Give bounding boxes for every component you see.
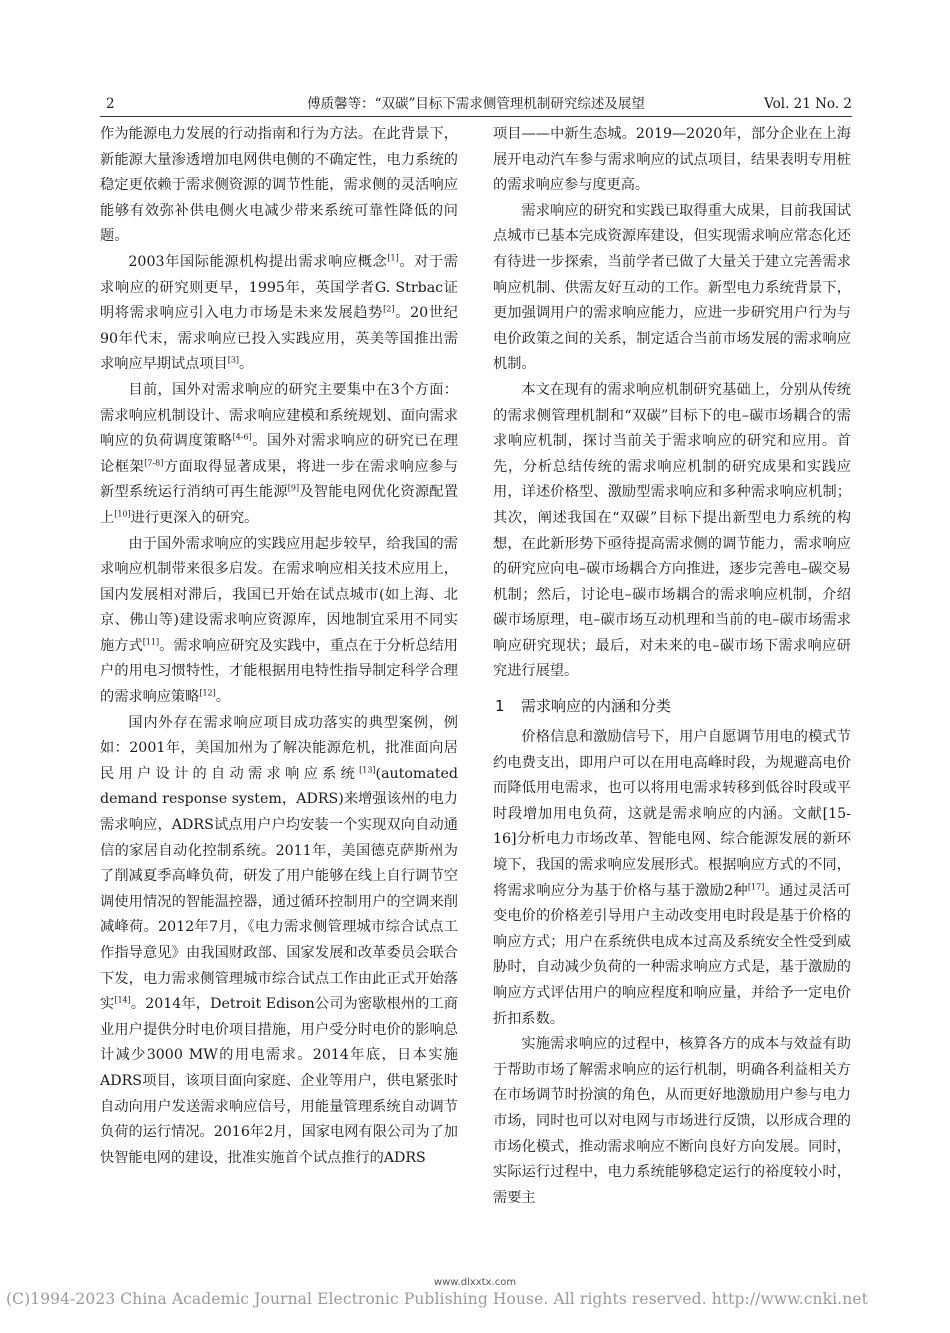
citation[interactable]: [3] — [227, 355, 240, 365]
citation[interactable]: [9] — [287, 483, 300, 493]
right-column — [493, 122, 851, 1211]
copyright-watermark: (C)1994-2023 China Academic Journal Electronic Publishing House. All rights reserved. http://www.cnki.net — [6, 1290, 868, 1308]
section-number: 1 — [495, 697, 505, 716]
citation[interactable]: [1] — [387, 253, 399, 263]
page-number: 2 — [106, 96, 115, 112]
paragraph: 目前，国外对需求响应的研究主要集中在3个方面：需求响应机制设计、需求响应建模和系统规划、面向需求响应的负荷调度策略[4-6]。国外对需求响应的研究已在理论框架[7-8]方面取得显著成果，将进一步在需求响应参与新型系统运行消纳可再生能源[9]及智能电网优化资源配置上[10]进行更深入的研究。 — [100, 381, 458, 526]
citation[interactable]: [13] — [359, 765, 376, 775]
section-heading — [493, 695, 851, 717]
citation[interactable]: [7-8] — [144, 457, 164, 467]
citation[interactable]: [12] — [199, 688, 216, 698]
citation[interactable]: [14] — [114, 995, 131, 1005]
site-watermark: www.dlxxtx.com — [433, 1277, 517, 1288]
paragraph: 由于国外需求响应的实践应用起步较早，给我国的需求响应机制带来很多启发。在需求响应相关技术应用上，国内发展相对滞后，我国已开始在试点城市(如上海、北京、佛山等)建设需求响应资源库，因地制宜采用不同实施方式[11]。需求响应研究及实践中，重点在于分析总结用户的用电习惯特性，才能根据用电特性指导制定科学合理的需求响应策略[12]。 — [100, 535, 458, 706]
citation[interactable]: [17] — [747, 881, 765, 891]
paragraph: 国内外存在需求响应项目成功落实的典型案例，例如：2001年，美国加州为了解决能源危机，批准面向居民用户设计的自动需求响应系统[13](automated demand response system，ADRS)来增强该州的电力需求响应，ADRS试点用户户均安装一个实现双向自动通信的家居自动化控制系统。2011年，美国德克萨斯州为了削减夏季高峰负荷，研发了用户能够在线上自行调节空调使用情况的智能温控器，通过循环控制用户的空调来削减峰荷。2012年7月，《电力需求侧管理城市综合试点工作指导意见》由我国财政部、国家发展和改革委员会联合下发，电力需求侧管理城市综合试点工作由此正式开始落实[14]。2014年，Detroit Edison公司为密歇根州的工商业用户提供分时电价项目措施，用户受分时电价的影响总计减少3000 MW的用电需求。2014年底，日本实施ADRS项目，该项目面向家庭、企业等用户，供电紧张时自动向用户发送需求响应信号，用能量管理系统自动调节负荷的运行情况。2016年2月，国家电网有限公司为了加快智能电网的建设，批准实施首个试点推行的ADRS — [100, 714, 458, 1166]
citation[interactable]: [11] — [142, 637, 160, 647]
paragraph: 作为能源电力发展的行动指南和行为方法。在此背景下，新能源大量渗透增加电网供电侧的不确定性，电力系统的稳定更依赖于需求侧资源的调节性能，需求侧的灵活响应能够有效弥补供电侧火电减少带来系统可靠性降低的问题。 — [100, 126, 458, 245]
running-header — [100, 94, 852, 117]
volume-issue: Vol. 21 No. 2 — [764, 96, 852, 112]
section-title: 需求响应的内涵和分类 — [521, 697, 672, 716]
citation[interactable]: [4-6] — [232, 432, 252, 442]
citation[interactable]: [2] — [383, 304, 395, 314]
left-column — [100, 122, 458, 1171]
paragraph: 本文在现有的需求响应机制研究基础上，分别从传统的需求侧管理机制和“双碳”目标下的电–碳市场耦合的需求响应机制，探讨当前关于需求响应的研究和应用。首先，分析总结传统的需求响应机制的研究成果和实践应用，详述价格型、激励型需求响应和多种需求响应机制；其次，阐述我国在“双碳”目标下提出新型电力系统的构想，在此新形势下亟待提高需求侧的调节能力，需求响应的研究应向电–碳市场耦合方向推进，逐步完善电–碳交易机制；然后，讨论电–碳市场耦合的需求响应机制，介绍碳市场原理，电–碳市场互动机理和当前的电–碳市场需求响应研究现状；最后，对未来的电–碳市场下需求响应研究进行展望。 — [493, 381, 851, 680]
paragraph: 价格信息和激励信号下，用户自愿调节用电的模式节约电费支出，即用户可以在用电高峰时段，为规避高电价而降低用电需求，也可以将用电需求转移到低谷时段或平时段增加用电负荷，这就是需求响应的内涵。文献[15-16]分析电力市场改革、智能电网、综合能源发展的新环境下，我国的需求响应发展形式。根据响应方式的不同，将需求响应分为基于价格与基于激励2种[17]。通过灵活可变电价的价格差引导用户主动改变用电时段是基于价格的响应方式；用户在系统供电成本过高及系统安全性受到威胁时，自动减少负荷的一种需求响应方式是，基于激励的响应方式评估用户的响应程度和响应量，并给予一定电价折扣系数。 — [493, 729, 851, 1027]
paragraph: 需求响应的研究和实践已取得重大成果，目前我国试点城市已基本完成资源库建设，但实现需求响应常态化还有待进一步探索，当前学者已做了大量关于建立完善需求响应机制、供需友好互动的工作。新型电力系统背景下，更加强调用户的需求响应能力，应进一步研究用户行为与电价政策之间的关系，制定适合当前市场发展的需求响应机制。 — [493, 202, 851, 373]
paragraph: 项目——中新生态城。2019—2020年，部分企业在上海展开电动汽车参与需求响应的试点项目，结果表明专用桩的需求响应参与度更高。 — [493, 126, 851, 194]
running-title: 傅质馨等：“双碳”目标下需求侧管理机制研究综述及展望 — [307, 96, 645, 112]
paragraph: 实施需求响应的过程中，核算各方的成本与效益有助于帮助市场了解需求响应的运行机制，明确各利益相关方在市场调节时扮演的角色，从而更好地激励用户参与电力市场，同时也可以对电网与市场进行反馈，以形成合理的市场化模式，推动需求响应不断向良好方向发展。同时，实际运行过程中，电力系统能够稳定运行的裕度较小时，需要主 — [493, 1036, 851, 1206]
paragraph: 2003年国际能源机构提出需求响应概念[1]。对于需求响应的研究则更早，1995年，英国学者G. Strbac证明将需求响应引入电力市场是未来发展趋势[2]。20世纪90年代末，需求响应已投入实践应用，英美等国推出需求响应早期试点项目[3]。 — [100, 253, 458, 373]
citation[interactable]: [10] — [114, 509, 131, 519]
